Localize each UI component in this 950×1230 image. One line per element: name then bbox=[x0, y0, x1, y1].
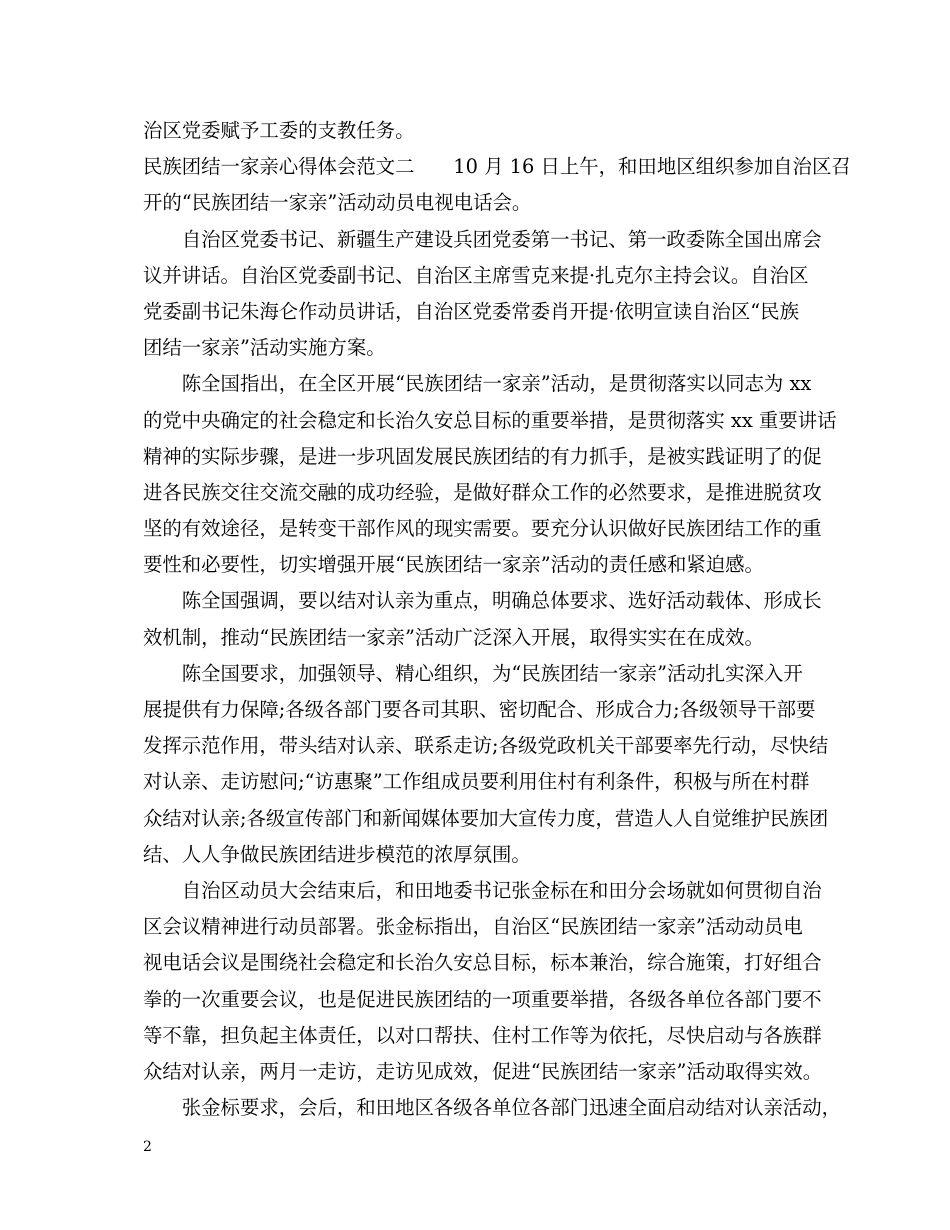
text-line: 等不靠，担负起主体责任，以对口帮扶、住村工作等为依托，尽快启动与各族群 bbox=[143, 1023, 822, 1047]
text-line: 区会议精神进行动员部署。张金标指出，自治区“民族团结一家亲”活动动员电 bbox=[143, 915, 803, 939]
text-line: 结、人人争做民族团结进步模范的浓厚氛围。 bbox=[143, 842, 531, 866]
text-line: 众结对认亲;各级宣传部门和新闻媒体要加大宣传力度，营造人人自觉维护民族团 bbox=[143, 806, 829, 830]
text-line: 坚的有效途径，是转变干部作风的现实需要。要充分认识做好民族团结工作的重 bbox=[143, 517, 822, 541]
text-line: 陈全国要求，加强领导、精心组织，为“民族团结一家亲”活动扎实深入开 bbox=[143, 661, 803, 685]
text-line: 议并讲话。自治区党委副书记、自治区主席雪克来提·扎克尔主持会议。自治区 bbox=[143, 263, 809, 287]
text-line: 团结一家亲”活动实施方案。 bbox=[143, 336, 386, 360]
text-line: 对认亲、走访慰问;“访惠聚”工作组成员要利用住村有利条件，积极与所在村群 bbox=[143, 770, 810, 794]
text-line: 自治区动员大会结束后，和田地委书记张金标在和田分会场就如何贯彻自治 bbox=[143, 878, 822, 902]
text-line: 自治区党委书记、新疆生产建设兵团党委第一书记、第一政委陈全国出席会 bbox=[143, 227, 822, 251]
text-line: 拳的一次重要会议，也是促进民族团结的一项重要举措，各级各单位各部门要不 bbox=[143, 987, 822, 1011]
text-line: 发挥示范作用，带头结对认亲、联系走访;各级党政机关干部要率先行动，尽快结 bbox=[143, 734, 829, 758]
text-line: 效机制，推动“民族团结一家亲”活动广泛深入开展，取得实实在在成效。 bbox=[143, 625, 764, 649]
text-line: 民族团结一家亲心得体会范文二 10 月 16 日上午，和田地区组织参加自治区召 bbox=[143, 155, 851, 179]
text-line: 进各民族交往交流交融的成功经验，是做好群众工作的必然要求，是推进脱贫攻 bbox=[143, 480, 822, 504]
text-line: 展提供有力保障;各级各部门要各司其职、密切配合、形成合力;各级领导干部要 bbox=[143, 698, 816, 721]
text-line: 陈全国指出，在全区开展“民族团结一家亲”活动，是贯彻落实以同志为 xx bbox=[143, 372, 812, 396]
text-line: 张金标要求，会后，和田地区各级各单位各部门迅速全面启动结对认亲活动， bbox=[143, 1096, 842, 1120]
text-line: 众结对认亲，两月一走访，走访见成效，促进“民族团结一家亲”活动取得实效。 bbox=[143, 1059, 823, 1083]
document-body bbox=[143, 113, 851, 1126]
text-line: 陈全国强调，要以结对认亲为重点，明确总体要求、选好活动载体、形成长 bbox=[143, 589, 822, 613]
text-line: 党委副书记朱海仑作动员讲话，自治区党委常委肖开提·依明宣读自治区“民族 bbox=[143, 299, 799, 323]
text-line: 治区党委赋予工委的支教任务。 bbox=[143, 119, 415, 142]
text-line: 的党中央确定的社会稳定和长治久安总目标的重要举措，是贯彻落实 xx 重要讲话 bbox=[143, 408, 837, 432]
page-number: 2 bbox=[143, 1139, 152, 1155]
text-line: 开的“民族团结一家亲”活动动员电视电话会。 bbox=[143, 191, 532, 215]
text-line: 视电话会议是围绕社会稳定和长治久安总目标，标本兼治，综合施策，打好组合 bbox=[143, 951, 822, 975]
text-line: 精神的实际步骤，是进一步巩固发展民族团结的有力抓手，是被实践证明了的促 bbox=[143, 444, 822, 468]
text-line: 要性和必要性，切实增强开展“民族团结一家亲”活动的责任感和紧迫感。 bbox=[143, 553, 764, 577]
